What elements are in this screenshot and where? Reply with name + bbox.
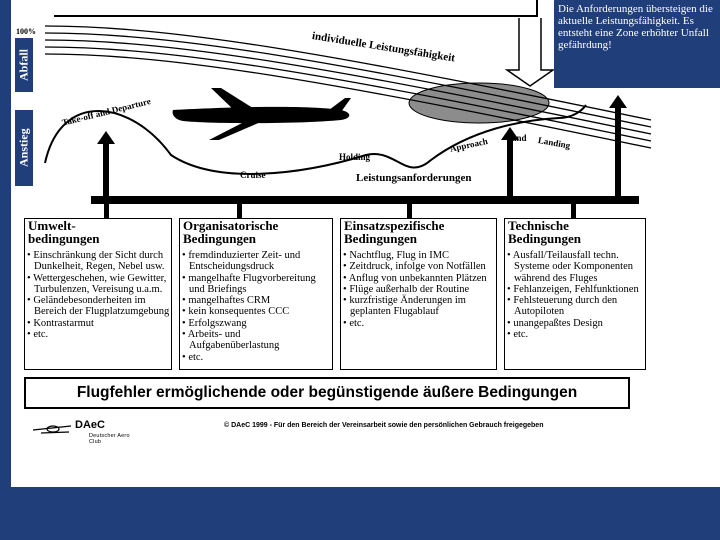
percent-label: 100% <box>16 27 36 36</box>
phase-takeoff: Take-off and Departure <box>61 95 152 128</box>
axis-anstieg-label: Anstieg <box>15 110 33 186</box>
logo-text: DAeC <box>75 419 105 431</box>
copyright-notice: © DAeC 1999 - Für den Bereich der Vereinsarbeit sowie den persönlichen Gebrauch freigegeben <box>224 422 544 429</box>
list-item: • Fehlsteuerung durch den Autopiloten <box>507 295 645 318</box>
list-item: • Ausfall/Teilausfall techn. Systeme oder Komponenten während des Fluges <box>507 250 645 284</box>
list-item: • etc. <box>343 318 496 329</box>
box-einsatzspezifisch <box>340 218 497 370</box>
phase-and: and <box>512 133 527 143</box>
box-title: Einsatzspezifische Bedingungen <box>344 218 445 246</box>
box-list <box>507 250 645 340</box>
box-organisatorisch <box>179 218 333 370</box>
list-item: • etc. <box>507 329 645 340</box>
list-item: • fremdinduzierter Zeit- und Entscheidungsdruck <box>182 250 332 273</box>
list-item: • Geländebesonderheiten im Bereich der Flugplatzumgebung <box>27 295 171 318</box>
phase-holding: Holding <box>339 152 371 162</box>
list-item: • etc. <box>182 352 332 363</box>
list-item: • Erfolgszwang <box>182 318 332 329</box>
box-list <box>343 250 496 329</box>
airplane-icon <box>173 88 351 140</box>
demand-label: Leistungsanforderungen <box>356 172 472 184</box>
box-list <box>27 250 171 340</box>
logo-subtext: Deutscher Aero Club <box>89 433 130 445</box>
list-item: • kein konsequentes CCC <box>182 306 332 317</box>
slide <box>11 0 720 487</box>
box-umwelt <box>24 218 172 370</box>
list-item: • Kontrastarmut <box>27 318 171 329</box>
list-item: • mangelhafte Flugvorbereitung und Briefings <box>182 273 332 296</box>
list-item: • Fehlanzeigen, Fehlfunktionen <box>507 284 645 295</box>
callout-box: Die Anforderungen übersteigen die aktuelle Leistungsfähigkeit. Es entsteht eine Zone erhöhter Unfall gefährdung! <box>554 0 720 88</box>
phase-landing: Landing <box>537 135 572 151</box>
list-item: • kurzfristige Änderungen im geplanten Flugablauf <box>343 295 496 318</box>
list-item: • etc. <box>27 329 171 340</box>
list-item: • unangepaßtes Design <box>507 318 645 329</box>
risk-zone-ellipse <box>409 83 549 123</box>
list-item: • Wettergeschehen, wie Gewitter, Turbulenzen, Vereisung u.a.m. <box>27 273 171 296</box>
list-item: • Anflug von unbekannten Plätzen <box>343 273 496 284</box>
box-list <box>182 250 332 363</box>
top-frame-line <box>54 0 537 16</box>
axis-abfall-label: Abfall <box>15 38 33 92</box>
box-title: Umwelt- bedingungen <box>28 218 100 246</box>
connector-bar <box>91 196 639 204</box>
phase-cruise: Cruise <box>240 170 266 180</box>
phase-approach: Approach <box>449 136 489 154</box>
capability-label: individuelle Leistungsfähigkeit <box>311 30 456 65</box>
list-item: • Einschränkung der Sicht durch Dunkelheit, Regen, Nebel usw. <box>27 250 171 273</box>
box-title: Organisatorische Bedingungen <box>183 218 279 246</box>
list-item: • Flüge außerhalb der Routine <box>343 284 496 295</box>
list-item: • Nachtflug, Flug in IMC <box>343 250 496 261</box>
down-arrow <box>507 18 553 86</box>
footer-title: Flugfehler ermöglichende oder begünstigende äußere Bedingungen <box>24 377 630 409</box>
daec-logo <box>23 419 133 445</box>
box-title: Technische Bedingungen <box>508 218 581 246</box>
list-item: • Zeitdruck, infolge von Notfällen <box>343 261 496 272</box>
box-technisch <box>504 218 646 370</box>
connector-stems <box>104 204 576 219</box>
list-item: • Arbeits- und Aufgabenüberlastung <box>182 329 332 352</box>
list-item: • mangelhaftes CRM <box>182 295 332 306</box>
